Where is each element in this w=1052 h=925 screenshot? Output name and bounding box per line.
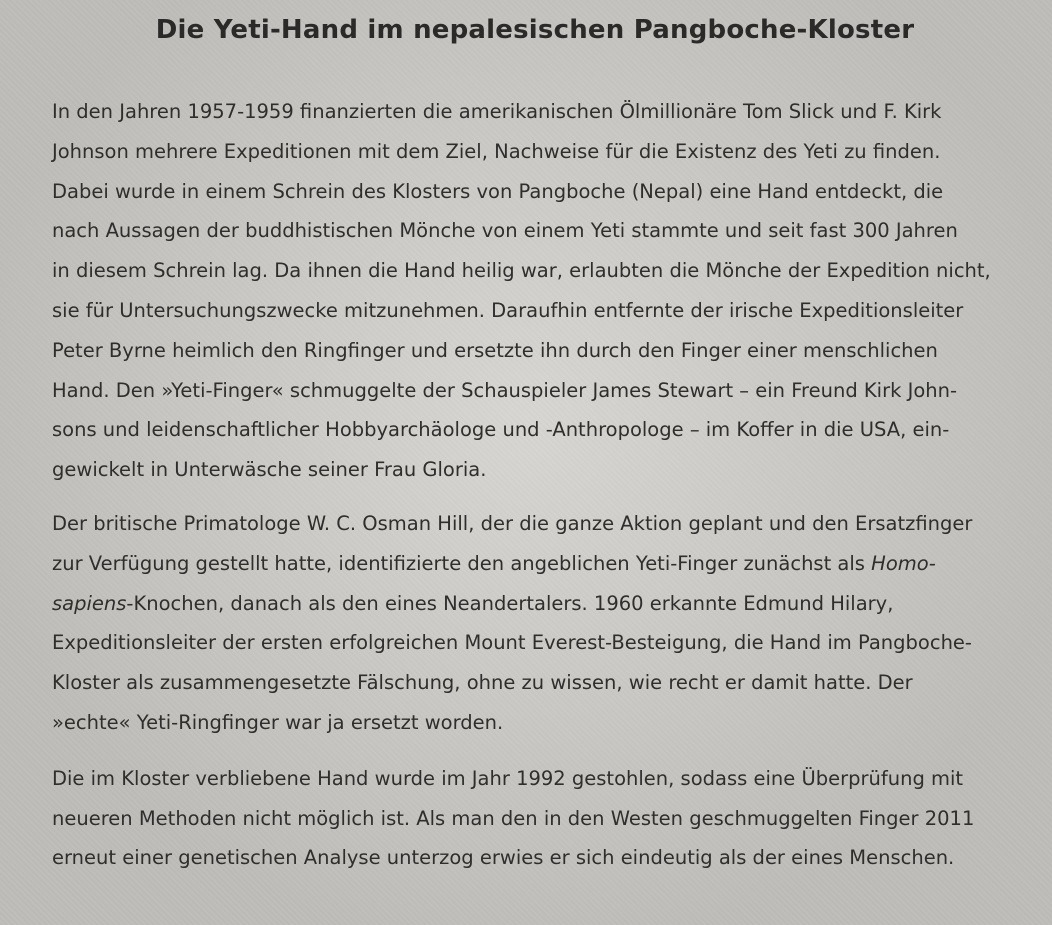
text-line: Kloster als zusammengesetzte Fälschung, ohne zu wissen, wie recht er damit hatte. Der <box>52 671 913 695</box>
text-line: gewickelt in Unterwäsche seiner Frau Gloria. <box>52 458 487 482</box>
text-line: Johnson mehrere Expeditionen mit dem Ziel, Nachweise für die Existenz des Yeti zu finden. <box>52 139 941 163</box>
italic-term: sapiens <box>52 591 127 615</box>
text-line: In den Jahren 1957-1959 finanzierten die amerikanischen Ölmillionäre Tom Slick und F. Kirk <box>52 100 942 123</box>
page-title: Die Yeti-Hand im nepalesischen Pangboche-Kloster <box>155 15 915 45</box>
text-line: Dabei wurde in einem Schrein des Klosters von Pangboche (Nepal) eine Hand entdeckt, die <box>52 179 944 203</box>
text-line: Peter Byrne heimlich den Ringfinger und ersetzte ihn durch den Finger einer menschlichen <box>52 338 938 362</box>
text-segment: zur Verfügung gestellt hatte, identifizierte den angeblichen Yeti-Finger zunächst als <box>52 551 872 575</box>
text-line: Die im Kloster verbliebene Hand wurde im Jahr 1992 gestohlen, sodass eine Überprüfung mit <box>52 766 964 790</box>
text-line: Hand. Den »Yeti-Finger« schmuggelte der Schauspieler James Stewart – ein Freund Kirk John- <box>52 378 958 402</box>
text-line <box>52 584 1008 624</box>
italic-term: Homo- <box>871 551 936 575</box>
text-line: in diesem Schrein lag. Da ihnen die Hand heilig war, erlaubten die Mönche der Expedition nicht, <box>52 259 991 283</box>
text-line: sons und leidenschaftlicher Hobbyarchäologe und -Anthropologe – im Koffer in die USA, ein- <box>52 418 950 442</box>
paragraph-2 <box>52 504 1008 743</box>
paragraph-3 <box>52 759 1008 878</box>
text-line: neueren Methoden nicht möglich ist. Als man den in den Westen geschmuggelten Finger 2011 <box>52 806 975 830</box>
text-line: Der britische Primatologe W. C. Osman Hill, der die ganze Aktion geplant und den Ersatzfinger <box>52 511 973 535</box>
text-line <box>52 544 1008 584</box>
paragraph-1 <box>52 92 1008 490</box>
text-line: »echte« Yeti-Ringfinger war ja ersetzt worden. <box>52 710 504 734</box>
text-line: Expeditionsleiter der ersten erfolgreichen Mount Everest-Besteigung, die Hand im Pangboche- <box>52 631 972 655</box>
text-line: nach Aussagen der buddhistischen Mönche von einem Yeti stammte und seit fast 300 Jahren <box>52 219 958 243</box>
text-line: erneut einer genetischen Analyse unterzog erwies er sich eindeutig als der eines Menschen. <box>52 846 955 870</box>
text-line: sie für Untersuchungszwecke mitzunehmen. Daraufhin entfernte der irische Expeditionsleiter <box>52 298 964 322</box>
text-segment: -Knochen, danach als den eines Neandertalers. 1960 erkannte Edmund Hilary, <box>126 591 894 615</box>
